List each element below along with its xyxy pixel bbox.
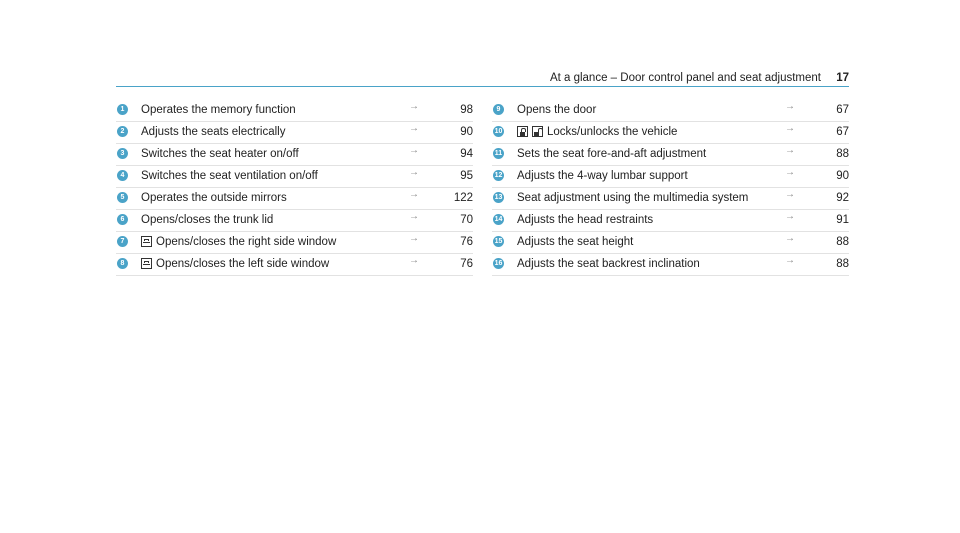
- arrow-icon: →: [409, 233, 419, 244]
- item-number: 16: [494, 260, 503, 267]
- header-title: At a glance – Door control panel and seat adjustment: [549, 72, 821, 84]
- item-number: 2: [117, 126, 128, 137]
- item-number: 4: [117, 170, 128, 181]
- list-item: [116, 122, 473, 144]
- item-text: Opens/closes the right side window: [156, 236, 337, 248]
- page-reference[interactable]: 88: [836, 258, 849, 270]
- item-number: 3: [117, 148, 128, 159]
- arrow-icon: →: [785, 167, 795, 178]
- item-text: Operates the memory function: [141, 104, 296, 116]
- list-item: [492, 166, 849, 188]
- lock-icon: [517, 126, 528, 137]
- page-reference[interactable]: 94: [460, 148, 473, 160]
- page-reference[interactable]: 76: [460, 236, 473, 248]
- item-number: 12: [494, 172, 503, 179]
- page-reference[interactable]: 90: [836, 170, 849, 182]
- list-item: [116, 144, 473, 166]
- item-number: 15: [494, 238, 503, 245]
- page-reference[interactable]: 91: [836, 214, 849, 226]
- arrow-icon: →: [409, 189, 419, 200]
- page-reference[interactable]: 90: [460, 126, 473, 138]
- item-number: 10: [494, 128, 503, 135]
- item-number: 14: [494, 216, 503, 223]
- right-column: [492, 100, 849, 276]
- arrow-icon: →: [785, 255, 795, 266]
- arrow-icon: →: [785, 145, 795, 156]
- list-item: [116, 232, 473, 254]
- arrow-icon: →: [409, 255, 419, 266]
- list-item: [492, 122, 849, 144]
- item-text: Opens/closes the left side window: [156, 258, 330, 270]
- arrow-icon: →: [409, 167, 419, 178]
- list-item: [492, 100, 849, 122]
- list-item: [116, 210, 473, 232]
- list-item: [116, 254, 473, 276]
- list-item: [492, 210, 849, 232]
- item-number: 11: [494, 150, 503, 157]
- arrow-icon: →: [409, 211, 419, 222]
- arrow-icon: →: [785, 211, 795, 222]
- list-item: [492, 232, 849, 254]
- item-number: 9: [493, 104, 504, 115]
- page-number: 17: [836, 72, 849, 84]
- page-reference[interactable]: 88: [836, 236, 849, 248]
- page-reference[interactable]: 92: [836, 192, 849, 204]
- item-text: Adjusts the seat height: [517, 236, 634, 248]
- arrow-icon: →: [785, 101, 795, 112]
- list-item: [492, 254, 849, 276]
- window-icon: [141, 258, 152, 269]
- arrow-icon: →: [409, 123, 419, 134]
- arrow-icon: →: [785, 123, 795, 134]
- left-column: [116, 100, 473, 276]
- item-text: Adjusts the head restraints: [517, 214, 654, 226]
- page-reference[interactable]: 67: [836, 104, 849, 116]
- page-reference[interactable]: 95: [460, 170, 473, 182]
- item-text: Adjusts the 4-way lumbar support: [517, 170, 688, 182]
- page-reference[interactable]: 70: [460, 214, 473, 226]
- page-reference[interactable]: 76: [460, 258, 473, 270]
- arrow-icon: →: [409, 101, 419, 112]
- item-text-with-icon: [517, 126, 677, 138]
- page-header: [116, 72, 849, 87]
- page-reference[interactable]: 122: [453, 192, 473, 204]
- item-text: Opens/closes the trunk lid: [141, 214, 274, 226]
- item-text: Locks/unlocks the vehicle: [547, 126, 678, 138]
- item-number: 8: [117, 258, 128, 269]
- item-text: Seat adjustment using the multimedia system: [517, 192, 749, 204]
- arrow-icon: →: [785, 189, 795, 200]
- list-item: [492, 188, 849, 210]
- item-text: Switches the seat ventilation on/off: [141, 170, 318, 182]
- page-reference[interactable]: 67: [836, 126, 849, 138]
- item-number: 1: [117, 104, 128, 115]
- item-text: Opens the door: [517, 104, 597, 116]
- list-item: [116, 166, 473, 188]
- item-number: 13: [494, 194, 503, 201]
- item-number: 6: [117, 214, 128, 225]
- item-text: Adjusts the seat backrest inclination: [517, 258, 700, 270]
- window-icon: [141, 236, 152, 247]
- item-text: Switches the seat heater on/off: [141, 148, 299, 160]
- item-number: 7: [117, 236, 128, 247]
- arrow-icon: →: [409, 145, 419, 156]
- item-text: Operates the outside mirrors: [141, 192, 287, 204]
- item-text-with-icon: [141, 258, 329, 270]
- list-item: [116, 100, 473, 122]
- list-item: [492, 144, 849, 166]
- item-text: Adjusts the seats electrically: [141, 126, 286, 138]
- list-item: [116, 188, 473, 210]
- page-reference[interactable]: 88: [836, 148, 849, 160]
- page-reference[interactable]: 98: [460, 104, 473, 116]
- item-number: 5: [117, 192, 128, 203]
- unlock-icon: [532, 126, 543, 137]
- arrow-icon: →: [785, 233, 795, 244]
- item-text-with-icon: [141, 236, 336, 248]
- item-text: Sets the seat fore-and-aft adjustment: [517, 148, 707, 160]
